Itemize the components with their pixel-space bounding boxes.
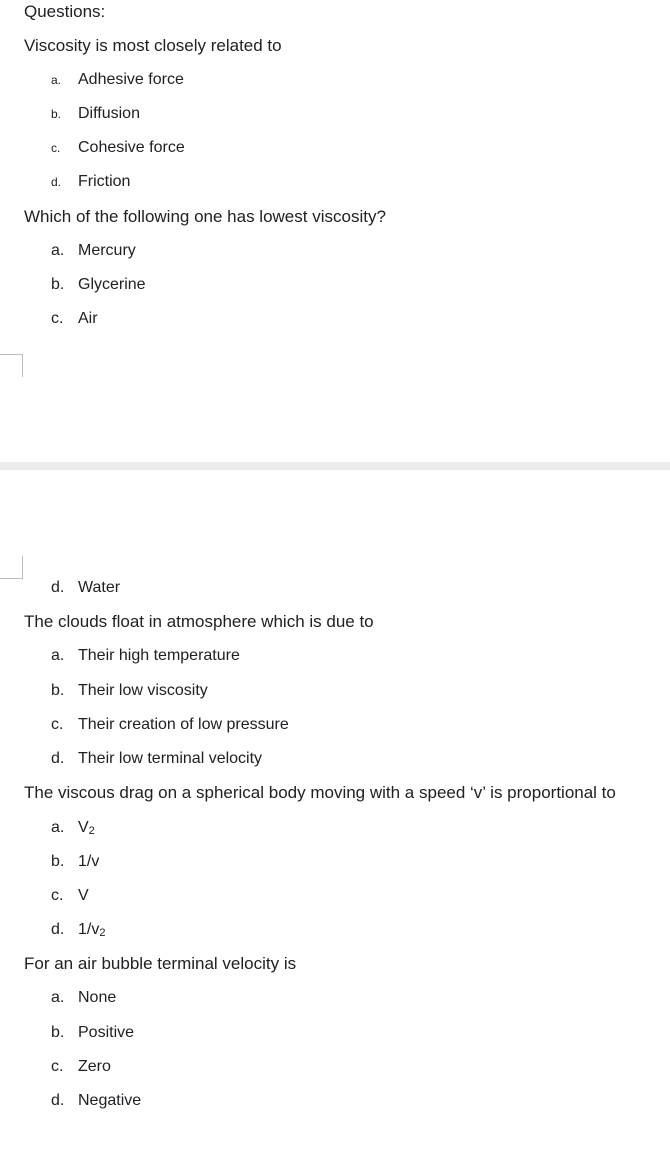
page-corner-mark-top bbox=[0, 556, 23, 579]
question-1-option-d bbox=[51, 171, 130, 193]
option-text: Their low terminal velocity bbox=[78, 750, 263, 767]
question-2-option-d bbox=[51, 577, 120, 599]
question-4-option-a bbox=[51, 817, 95, 842]
question-1-option-b bbox=[51, 103, 140, 125]
questions-heading: Questions: bbox=[24, 2, 106, 21]
option-text: Friction bbox=[78, 173, 131, 190]
option-text: Positive bbox=[78, 1024, 135, 1041]
question-5-option-c bbox=[51, 1056, 111, 1078]
question-3-option-b bbox=[51, 680, 208, 702]
option-marker: d. bbox=[51, 921, 65, 938]
question-5-option-d bbox=[51, 1090, 141, 1112]
option-text: 1/v bbox=[78, 853, 100, 870]
option-text: V bbox=[78, 887, 89, 904]
option-text: V bbox=[78, 819, 89, 836]
option-marker: c. bbox=[51, 310, 64, 327]
option-text: Diffusion bbox=[78, 105, 140, 122]
question-3-text: The clouds float in atmosphere which is due to bbox=[24, 612, 374, 631]
option-marker: c. bbox=[51, 716, 64, 733]
question-3-option-a bbox=[51, 645, 240, 667]
option-marker: b. bbox=[51, 276, 65, 293]
page-corner-mark-bottom bbox=[0, 354, 23, 377]
option-text: Their high temperature bbox=[78, 647, 240, 664]
option-marker: b. bbox=[51, 1024, 65, 1041]
option-marker: d. bbox=[51, 579, 65, 596]
question-4-option-c bbox=[51, 885, 89, 907]
option-text: Their low viscosity bbox=[78, 682, 208, 699]
subscript-2: 2 bbox=[99, 927, 106, 939]
question-1-option-c bbox=[51, 137, 185, 159]
question-2-option-c bbox=[51, 308, 98, 330]
option-marker: b. bbox=[51, 107, 62, 121]
question-2-option-a bbox=[51, 240, 136, 262]
subscript-2: 2 bbox=[88, 825, 95, 837]
question-2-option-b bbox=[51, 274, 146, 296]
question-3-option-d bbox=[51, 748, 262, 770]
option-text: Water bbox=[78, 579, 121, 596]
option-marker: a. bbox=[51, 73, 62, 87]
question-4-option-d bbox=[51, 919, 105, 944]
option-marker: a. bbox=[51, 819, 65, 836]
question-1-text: Viscosity is most closely related to bbox=[24, 36, 282, 55]
question-3-option-c bbox=[51, 714, 289, 736]
option-text: 1/v bbox=[78, 921, 100, 938]
document-page-2 bbox=[0, 470, 670, 1152]
option-marker: d. bbox=[51, 750, 65, 767]
option-marker: c. bbox=[51, 1058, 64, 1075]
option-text: Zero bbox=[78, 1058, 111, 1075]
question-5-option-a bbox=[51, 987, 116, 1009]
option-text: Mercury bbox=[78, 242, 136, 259]
option-text: Their creation of low pressure bbox=[78, 716, 289, 733]
question-1-option-a bbox=[51, 69, 184, 91]
option-marker: b. bbox=[51, 682, 65, 699]
question-4-option-b bbox=[51, 851, 99, 873]
option-text: Adhesive force bbox=[78, 71, 184, 88]
question-2-text: Which of the following one has lowest viscosity? bbox=[24, 207, 386, 226]
question-4-text: The viscous drag on a spherical body moving with a speed ‘v’ is proportional to bbox=[24, 783, 616, 802]
page-break bbox=[0, 462, 670, 470]
question-5-text: For an air bubble terminal velocity is bbox=[24, 954, 297, 973]
option-text: Cohesive force bbox=[78, 139, 185, 156]
option-marker: b. bbox=[51, 853, 65, 870]
option-marker: d. bbox=[51, 175, 62, 189]
question-5-option-b bbox=[51, 1022, 134, 1044]
option-text: Air bbox=[78, 310, 98, 327]
option-text: Negative bbox=[78, 1092, 142, 1109]
option-marker: c. bbox=[51, 887, 64, 904]
option-marker: a. bbox=[51, 989, 65, 1006]
option-text: None bbox=[78, 989, 117, 1006]
option-marker: a. bbox=[51, 242, 65, 259]
option-text: Glycerine bbox=[78, 276, 146, 293]
option-marker: c. bbox=[51, 141, 61, 155]
option-marker: d. bbox=[51, 1092, 65, 1109]
option-marker: a. bbox=[51, 647, 65, 664]
